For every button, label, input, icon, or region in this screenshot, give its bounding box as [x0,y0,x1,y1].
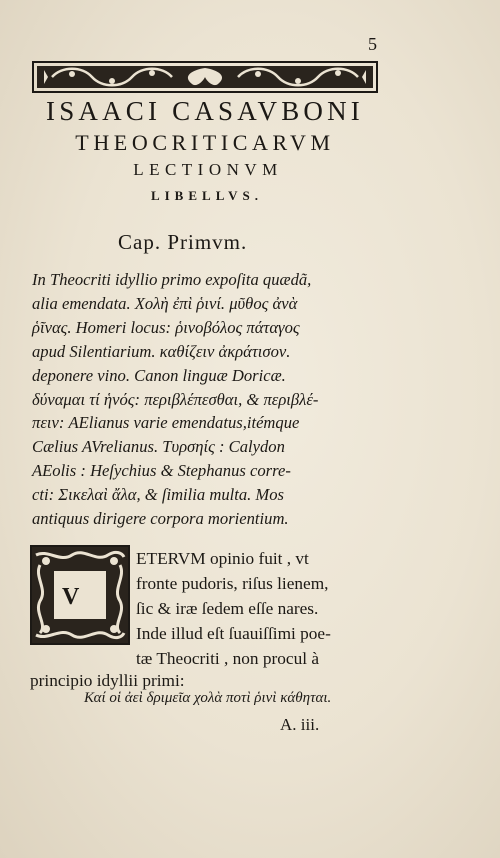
summary-line: deponere vino. Canon linguæ Doricæ. [32,365,286,385]
summary-line: In Theocriti idyllio primo expoſita quædã, [32,270,312,289]
body-line-full-width: principio idyllii primi: [30,671,185,690]
greek-quotation: Καί οἱ ἀεὶ δριμεῖα χολὰ ποτὶ ῥινὶ κάθηται. [84,690,332,706]
title-line-1: ISAACI CASAVBONI [46,96,364,126]
summary-line: AEolis : Heſychius & Stephanus corre- [32,461,291,481]
body-line: Inde illud eſt ſuauiſſimi poe- [136,624,331,643]
title-line-2: THEOCRITICARVM [75,130,335,155]
summary-line: antiquus dirigere corpora morientium. [32,509,289,529]
body-line: ETERVM opinio fuit , vt [136,549,309,568]
body-paragraph [136,546,386,671]
body-line: ſic & iræ ſedem eſſe nares. [136,599,319,618]
title-line-4: LIBELLVS. [150,188,264,203]
body-line: tæ Theocriti , non procul à [136,649,320,668]
chapter-heading: Cap. Primvm. [118,230,248,254]
page-number: 5 [368,34,377,54]
initial-letter: V [62,584,80,610]
summary-line: apud Silentiarium. καθίζειν ἀκράτισον. [32,341,291,361]
title-line-3: LECTIONVM [133,160,283,179]
summary-line: ῥῖνας. Homeri locus: ῥινοβόλος πάταγος [32,317,300,337]
summary-line: cti: Σικελαὶ ἄλα, & ſimilia multa. Mos [32,485,285,505]
headpiece-ornament [32,60,378,94]
summary-line: δύναμαι τί ἡνός: περιβλέπεσθαι, & περιβλέ- [32,389,319,409]
decorated-initial-frame [30,545,130,645]
body-line: fronte pudoris, riſus lienem, [136,574,329,593]
chapter-summary [32,268,382,531]
signature-mark: A. iii. [280,715,320,734]
summary-line: πειν: AElianus varie emendatus,itémque [32,413,300,433]
summary-line: alia emendata. Χολὴ ἐπὶ ῥινί. μῦθος ἀνὰ [32,293,298,313]
summary-line: Cælius AVrelianus. Τυρσηίς : Calydon [32,437,285,457]
